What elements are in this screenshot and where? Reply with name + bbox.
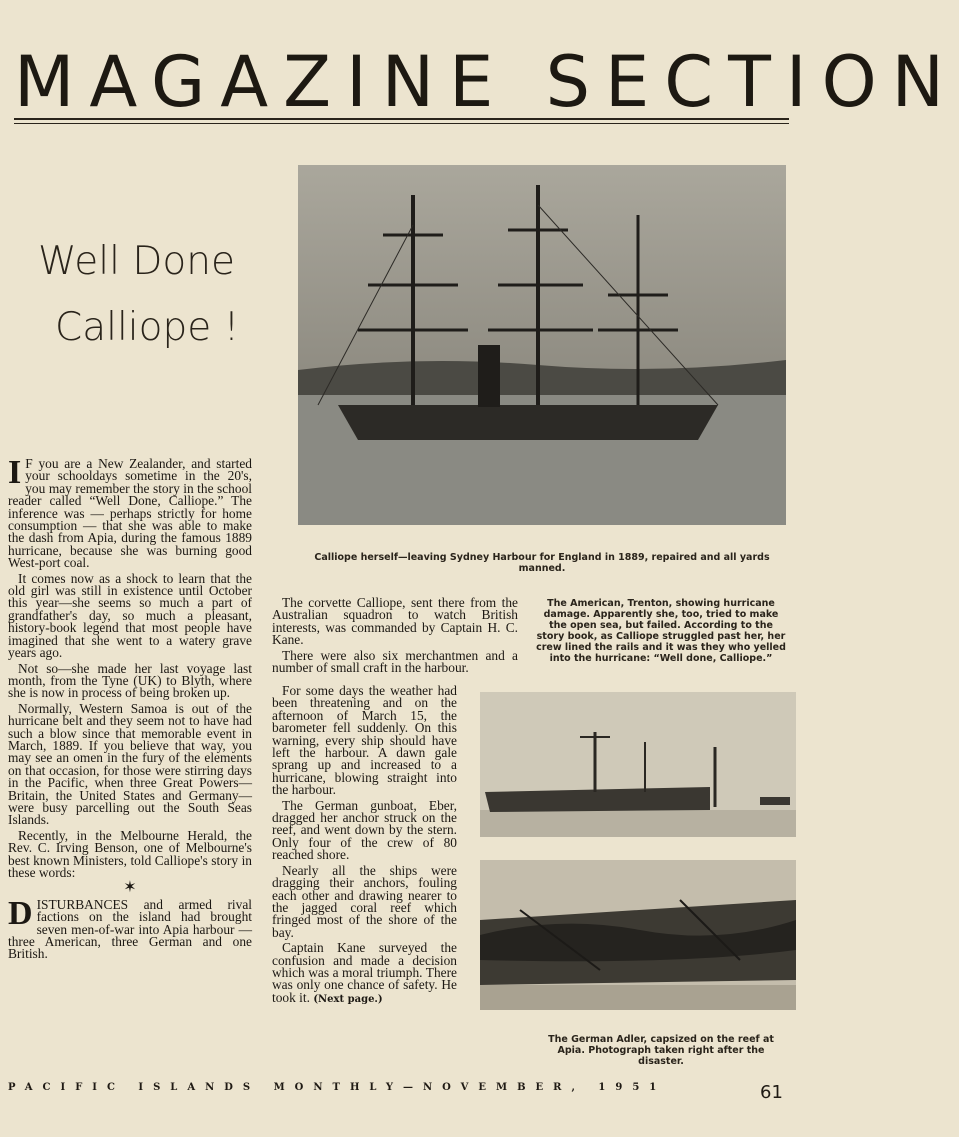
calliope-ship-illustration <box>298 165 786 525</box>
drop-cap: I <box>8 454 22 491</box>
headline-line-2: Calliope ! <box>55 305 240 350</box>
masthead-rule-top <box>14 118 789 120</box>
article-column-2-bottom <box>272 685 457 1009</box>
adler-caption: The German Adler, capsized on the reef at Apia. Photograph taken right after the disaster. <box>548 1034 774 1067</box>
col2-paragraph-4: The German gunboat, Eber, dragged her anchor struck on the reef, and went down by the stern. Only four of the crew of 80 reached shore. <box>272 797 457 863</box>
page-number: 61 <box>760 1082 783 1103</box>
col2-paragraph-6: Captain Kane surveyed the confusion and made a decision which was a moral triumph. There was only one chance of safety. He took it. (Next page.) <box>272 940 457 1005</box>
section-separator-star: ✶ <box>123 879 137 897</box>
trenton-wreck-illustration <box>480 692 796 837</box>
paragraph-6: DISTURBANCES and armed rival factions on the island had brought seven men-of-war into Apia harbour — three American, three German and one British. <box>8 894 252 962</box>
paragraph-1: I F you are a New Zealander, and started your schooldays sometime in the 20's, you may remember the story in the school reader called “Well Done, Calliope.” The inference was — perhaps strictly for home consumption — that she was able to make the dash from Apia, during the famous 1889 hurricane, because she was burning good West-port coal. <box>8 454 252 571</box>
col2-paragraph-2: There were also six merchantmen and a number of small craft in the harbour. <box>272 647 518 676</box>
headline-line-1: Well Done <box>38 239 235 284</box>
adler-wreck-illustration <box>480 860 796 1010</box>
paragraph-5: Recently, in the Melbourne Herald, the Rev. C. Irving Benson, one of Melbourne's best known Ministers, told Calliope's story in these words: <box>8 827 252 880</box>
masthead-rule-bottom <box>14 123 789 124</box>
article-column-2-top <box>272 597 518 677</box>
calliope-caption: Calliope herself—leaving Sydney Harbour for England in 1889, repaired and all yards manned. <box>314 552 770 574</box>
adler-photo <box>480 860 796 1010</box>
publication-footer: PACIFIC ISLANDS MONTHLY—NOVEMBER, 1951 <box>8 1082 667 1093</box>
col2-paragraph-1: The corvette Calliope, sent there from the Australian squadron to watch British interests, was commanded by Captain H. C. Kane. <box>272 595 518 648</box>
article-column-1 <box>8 454 252 964</box>
drop-cap-2: D <box>8 894 33 932</box>
calliope-photo <box>298 165 786 525</box>
paragraph-3: Not so—she made her last voyage last month, from the Tyne (UK) to Blyth, where she is now in process of being broken up. <box>8 660 252 701</box>
col2-paragraph-3: For some days the weather had been threatening and on the afternoon of March 15, the barometer fell suddenly. On this warning, every ship should have left the harbour. A dawn gale sprang up and increased to a hurricane, blowing straight into the harbour. <box>272 683 457 798</box>
paragraph-4: Normally, Western Samoa is out of the hurricane belt and they seem not to have had such a blow since that memorable event in March, 1889. If you believe that way, you may see an omen in the fury of the elements on that occasion, for those were stirring days in the Pacific, when three Great Powers—Britain, the United States and Germany—were busy parcelling out the South Seas Islands. <box>8 700 252 828</box>
section-title: MAGAZINE SECTION <box>14 41 959 123</box>
paragraph-2: It comes now as a shock to learn that the old girl was still in existence until October this year—she seems so much a part of grandfather's day, so much a pleasant, history-book legend that most people have imagined that she went to a watery grave years ago. <box>8 570 252 661</box>
next-page-note: (Next page.) <box>313 993 383 1005</box>
trenton-caption: The American, Trenton, showing hurricane damage. Apparently she, too, tried to make the open sea, but failed. According to the story book, as Calliope struggled past her, her crew lined the rails and it was they who yelled into the hurricane: “Well done, Calliope.” <box>536 598 786 664</box>
col2-paragraph-5: Nearly all the ships were dragging their anchors, fouling each other and drawing nearer to the jagged coral reef which fringed most of the shore of the bay. <box>272 862 457 940</box>
trenton-photo <box>480 692 796 837</box>
